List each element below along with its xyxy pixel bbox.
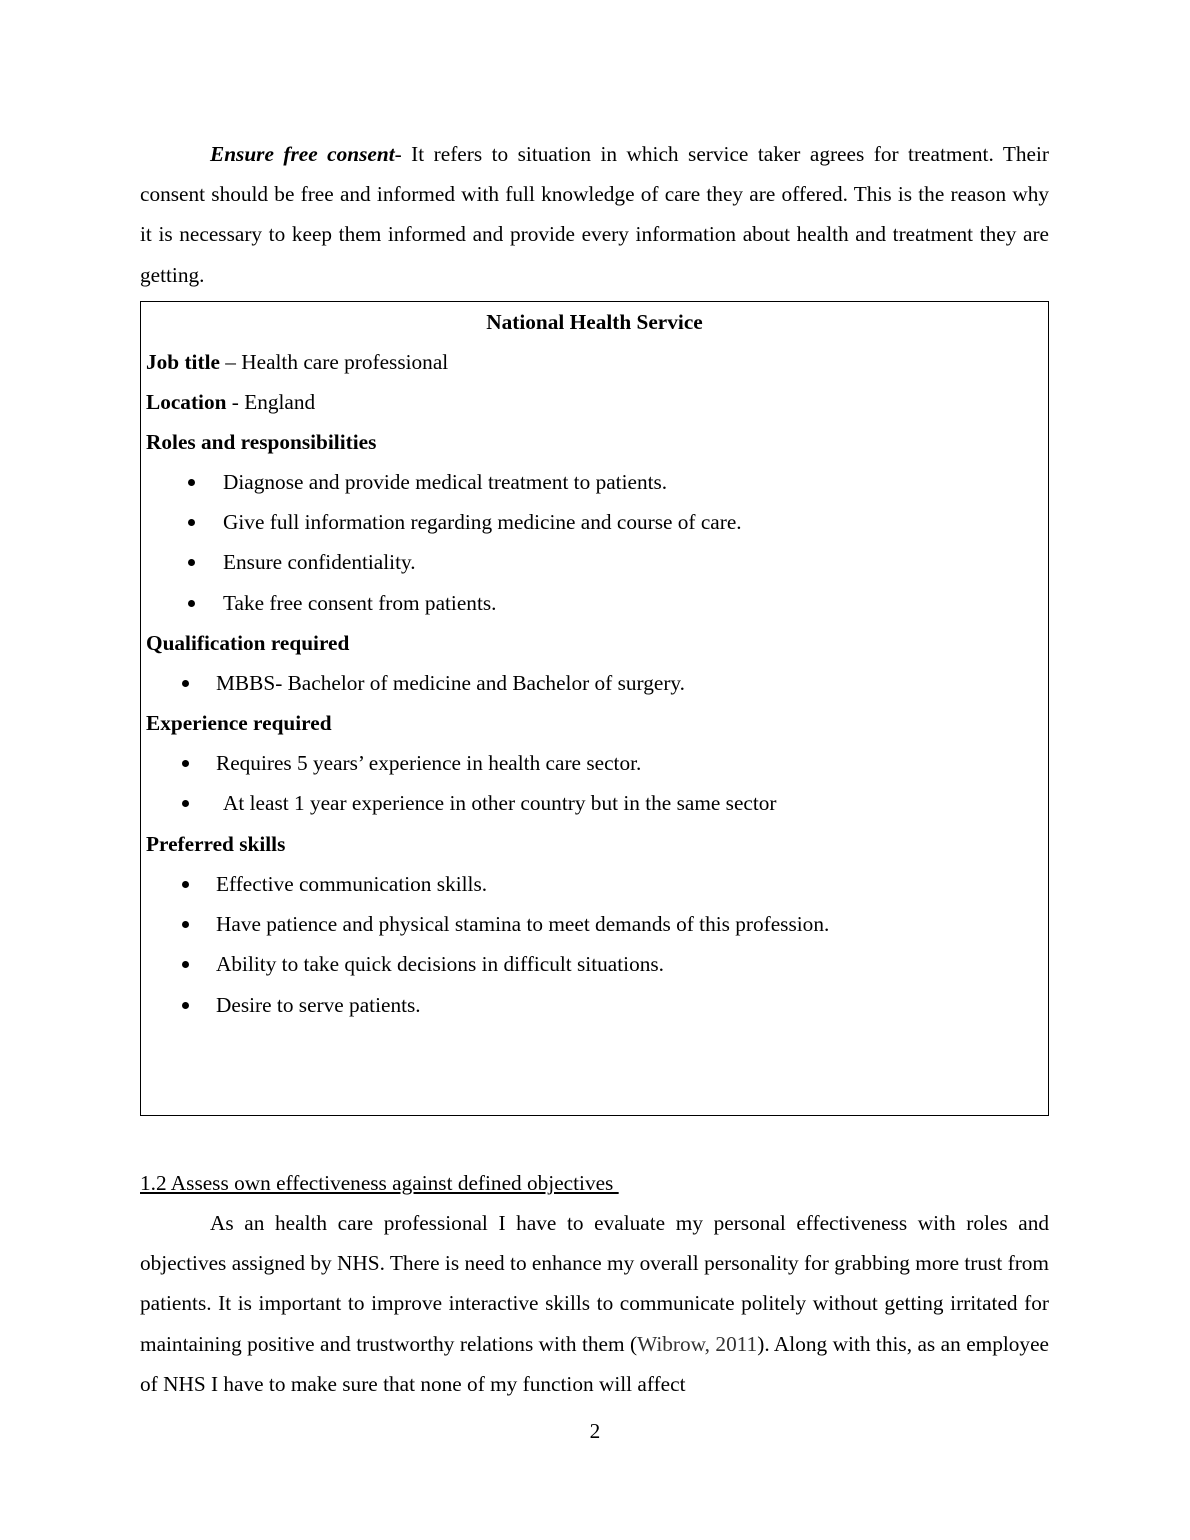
skills-item: Have patience and physical stamina to meet demands of this profession. (216, 912, 830, 936)
bullet-dot (182, 881, 189, 888)
section-heading: 1.2 Assess own effectiveness against defined objectives (140, 1171, 619, 1195)
citation: Wibrow, 2011 (637, 1331, 758, 1356)
bullet-dot (182, 921, 189, 928)
roles-item: Diagnose and provide medical treatment to patients. (223, 470, 668, 494)
roles-item: Ensure confidentiality. (223, 550, 416, 574)
skills-item: Desire to serve patients. (216, 993, 421, 1017)
qualification-item: MBBS- Bachelor of medicine and Bachelor of surgery. (216, 671, 685, 695)
experience-item: Requires 5 years’ experience in health care sector. (216, 751, 642, 775)
job-title-value: – Health care professional (219, 350, 449, 374)
location-value: - England (226, 390, 316, 414)
intro-term: Ensure free consent (210, 142, 395, 166)
section-text-start: As an health care professional I have to evaluate my personal effectiveness with roles and objectives assigned by NHS. There is need to enhance my overall personality for grabbing more trust from patients. It is important to improve interactive skills to communicate politely without getting irritated for maintaining positive and trustworthy relations with them ( (140, 1211, 1049, 1356)
bullet-dot (188, 479, 195, 486)
qualification-heading: Qualification required (146, 631, 350, 655)
bullet-dot (188, 600, 195, 607)
skills-item: Effective communication skills. (216, 872, 488, 896)
roles-item: Take free consent from patients. (223, 591, 497, 615)
location-label: Location (146, 390, 227, 414)
bullet-dot (182, 680, 189, 687)
job-title-line (146, 342, 448, 382)
job-description-box (140, 301, 1049, 1116)
roles-item: Give full information regarding medicine and course of care. (223, 510, 742, 534)
roles-heading: Roles and responsibilities (146, 430, 377, 454)
page-number: 2 (589, 1419, 601, 1443)
skills-item: Ability to take quick decisions in difficult situations. (216, 952, 664, 976)
experience-heading: Experience required (146, 711, 332, 735)
experience-item: At least 1 year experience in other country but in the same sector (223, 791, 777, 815)
bullet-dot (182, 800, 189, 807)
job-box-title: National Health Service (486, 310, 703, 334)
bullet-dot (182, 1002, 189, 1009)
bullet-dot (182, 961, 189, 968)
intro-paragraph (140, 134, 1049, 295)
job-title-label: Job title (146, 350, 220, 374)
intro-text: - It refers to situation in which service taker agrees for treatment. Their consent should be free and informed with full knowledge of care they are offered. This is the reason why it is necessary to keep them informed and provide every information about health and treatment they are getting. (140, 142, 1049, 287)
section-text-end: ). Along with this, as an employee of NHS I have to make sure that none of my function will affect (140, 1331, 1049, 1396)
bullet-dot (188, 559, 195, 566)
skills-heading: Preferred skills (146, 832, 286, 856)
section-paragraph (140, 1203, 1049, 1404)
bullet-dot (188, 519, 195, 526)
bullet-dot (182, 760, 189, 767)
location-line (146, 382, 315, 422)
